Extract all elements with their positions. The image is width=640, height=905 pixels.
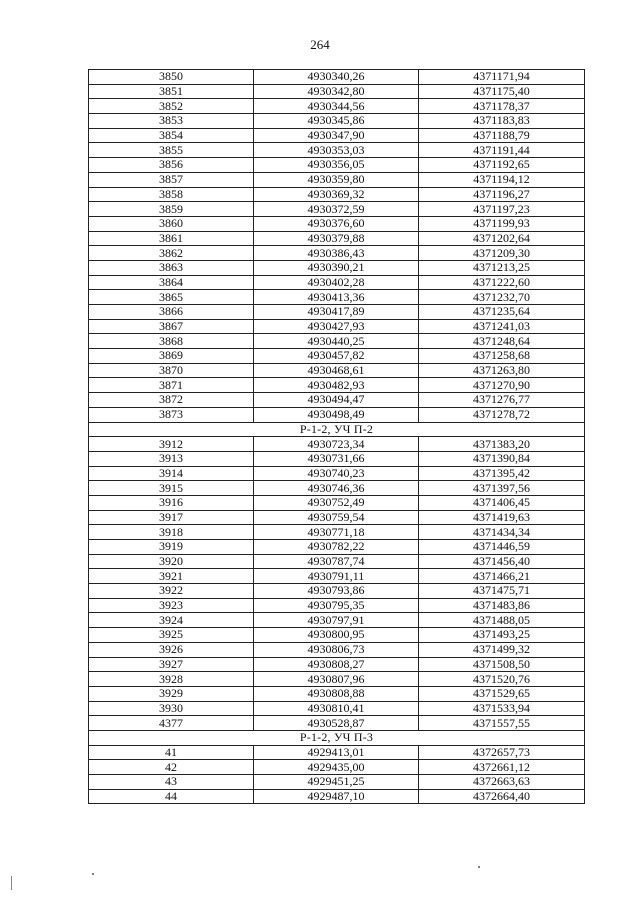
y-coordinate-cell: 4371419,63 — [419, 510, 585, 525]
x-coordinate-cell: 4930806,73 — [254, 642, 419, 657]
x-coordinate-cell: 4930440,25 — [254, 334, 419, 349]
x-coordinate-cell: 4930808,27 — [254, 657, 419, 672]
table-row — [89, 158, 585, 173]
x-coordinate-cell: 4930413,36 — [254, 290, 419, 305]
x-coordinate-cell: 4930468,61 — [254, 363, 419, 378]
x-coordinate-cell: 4930386,43 — [254, 246, 419, 261]
point-number-cell: 41 — [89, 745, 254, 760]
point-number-cell: 43 — [89, 775, 254, 790]
y-coordinate-cell: 4371222,60 — [419, 275, 585, 290]
table-row — [89, 260, 585, 275]
y-coordinate-cell: 4371466,21 — [419, 569, 585, 584]
scan-speck — [92, 873, 94, 875]
table-row — [89, 172, 585, 187]
section-header: Р-1-2, УЧ П-2 — [89, 422, 585, 437]
table-row — [89, 642, 585, 657]
y-coordinate-cell: 4371529,65 — [419, 686, 585, 701]
x-coordinate-cell: 4930808,88 — [254, 686, 419, 701]
point-number-cell: 3921 — [89, 569, 254, 584]
point-number-cell: 4377 — [89, 716, 254, 731]
point-number-cell: 3916 — [89, 495, 254, 510]
point-number-cell: 3850 — [89, 70, 254, 85]
x-coordinate-cell: 4930740,23 — [254, 466, 419, 481]
y-coordinate-cell: 4371202,64 — [419, 231, 585, 246]
table-row — [89, 363, 585, 378]
x-coordinate-cell: 4930369,32 — [254, 187, 419, 202]
table-row — [89, 187, 585, 202]
point-number-cell: 3920 — [89, 554, 254, 569]
point-number-cell: 3857 — [89, 172, 254, 187]
x-coordinate-cell: 4930807,96 — [254, 672, 419, 687]
point-number-cell: 3864 — [89, 275, 254, 290]
point-number-cell: 3914 — [89, 466, 254, 481]
point-number-cell: 3868 — [89, 334, 254, 349]
x-coordinate-cell: 4930340,26 — [254, 70, 419, 85]
x-coordinate-cell: 4930528,87 — [254, 716, 419, 731]
x-coordinate-cell: 4930344,56 — [254, 99, 419, 114]
point-number-cell: 3925 — [89, 628, 254, 643]
x-coordinate-cell: 4930417,89 — [254, 305, 419, 320]
y-coordinate-cell: 4371263,80 — [419, 363, 585, 378]
x-coordinate-cell: 4930782,22 — [254, 540, 419, 555]
point-number-cell: 3917 — [89, 510, 254, 525]
x-coordinate-cell: 4929435,00 — [254, 760, 419, 775]
table-row — [89, 701, 585, 716]
x-coordinate-cell: 4930787,74 — [254, 554, 419, 569]
table-row — [89, 672, 585, 687]
section-header-row — [89, 422, 585, 437]
point-number-cell: 3871 — [89, 378, 254, 393]
y-coordinate-cell: 4371395,42 — [419, 466, 585, 481]
x-coordinate-cell: 4930793,86 — [254, 584, 419, 599]
table-row — [89, 378, 585, 393]
y-coordinate-cell: 4371192,65 — [419, 158, 585, 173]
y-coordinate-cell: 4371197,23 — [419, 202, 585, 217]
point-number-cell: 3870 — [89, 363, 254, 378]
x-coordinate-cell: 4930379,88 — [254, 231, 419, 246]
x-coordinate-cell: 4930759,54 — [254, 510, 419, 525]
table-row — [89, 789, 585, 804]
y-coordinate-cell: 4371406,45 — [419, 495, 585, 510]
y-coordinate-cell: 4371196,27 — [419, 187, 585, 202]
point-number-cell: 3924 — [89, 613, 254, 628]
table-row — [89, 775, 585, 790]
x-coordinate-cell: 4930771,18 — [254, 525, 419, 540]
page-number: 264 — [310, 37, 330, 52]
x-coordinate-cell: 4930353,03 — [254, 143, 419, 158]
point-number-cell: 3854 — [89, 128, 254, 143]
y-coordinate-cell: 4371183,83 — [419, 114, 585, 129]
point-number-cell: 3855 — [89, 143, 254, 158]
table-row — [89, 231, 585, 246]
y-coordinate-cell: 4371194,12 — [419, 172, 585, 187]
point-number-cell: 3915 — [89, 481, 254, 496]
table-row — [89, 495, 585, 510]
x-coordinate-cell: 4930752,49 — [254, 495, 419, 510]
x-coordinate-cell: 4930797,91 — [254, 613, 419, 628]
point-number-cell: 3859 — [89, 202, 254, 217]
y-coordinate-cell: 4371248,64 — [419, 334, 585, 349]
y-coordinate-cell: 4371232,70 — [419, 290, 585, 305]
table-row — [89, 510, 585, 525]
table-row — [89, 202, 585, 217]
x-coordinate-cell: 4930345,86 — [254, 114, 419, 129]
table-row — [89, 657, 585, 672]
table-row — [89, 143, 585, 158]
point-number-cell: 3873 — [89, 407, 254, 422]
table-row — [89, 99, 585, 114]
x-coordinate-cell: 4930482,93 — [254, 378, 419, 393]
table-row — [89, 716, 585, 731]
x-coordinate-cell: 4930376,60 — [254, 216, 419, 231]
y-coordinate-cell: 4371276,77 — [419, 393, 585, 408]
point-number-cell: 3867 — [89, 319, 254, 334]
x-coordinate-cell: 4930731,66 — [254, 451, 419, 466]
y-coordinate-cell: 4371488,05 — [419, 613, 585, 628]
point-number-cell: 3856 — [89, 158, 254, 173]
point-number-cell: 3918 — [89, 525, 254, 540]
table-row — [89, 114, 585, 129]
y-coordinate-cell: 4372661,12 — [419, 760, 585, 775]
point-number-cell: 3860 — [89, 216, 254, 231]
point-number-cell: 3852 — [89, 99, 254, 114]
table-row — [89, 290, 585, 305]
point-number-cell: 3912 — [89, 437, 254, 452]
x-coordinate-cell: 4929451,25 — [254, 775, 419, 790]
point-number-cell: 3865 — [89, 290, 254, 305]
y-coordinate-cell: 4371278,72 — [419, 407, 585, 422]
x-coordinate-cell: 4930795,35 — [254, 598, 419, 613]
point-number-cell: 44 — [89, 789, 254, 804]
point-number-cell: 3928 — [89, 672, 254, 687]
point-number-cell: 3853 — [89, 114, 254, 129]
x-coordinate-cell: 4930402,28 — [254, 275, 419, 290]
y-coordinate-cell: 4371483,86 — [419, 598, 585, 613]
x-coordinate-cell: 4930723,34 — [254, 437, 419, 452]
table-row — [89, 334, 585, 349]
x-coordinate-cell: 4930342,80 — [254, 84, 419, 99]
point-number-cell: 3861 — [89, 231, 254, 246]
x-coordinate-cell: 4930427,93 — [254, 319, 419, 334]
coordinates-table — [88, 69, 585, 804]
y-coordinate-cell: 4371188,79 — [419, 128, 585, 143]
table-row — [89, 745, 585, 760]
point-number-cell: 3866 — [89, 305, 254, 320]
y-coordinate-cell: 4371175,40 — [419, 84, 585, 99]
table-row — [89, 437, 585, 452]
point-number-cell: 42 — [89, 760, 254, 775]
x-coordinate-cell: 4930498,49 — [254, 407, 419, 422]
table-row — [89, 760, 585, 775]
x-coordinate-cell: 4930457,82 — [254, 349, 419, 364]
table-row — [89, 246, 585, 261]
point-number-cell: 3851 — [89, 84, 254, 99]
point-number-cell: 3872 — [89, 393, 254, 408]
point-number-cell: 3869 — [89, 349, 254, 364]
coordinates-table-body — [89, 70, 585, 804]
y-coordinate-cell: 4371241,03 — [419, 319, 585, 334]
point-number-cell: 3862 — [89, 246, 254, 261]
point-number-cell: 3922 — [89, 584, 254, 599]
x-coordinate-cell: 4930746,36 — [254, 481, 419, 496]
y-coordinate-cell: 4371475,71 — [419, 584, 585, 599]
y-coordinate-cell: 4371209,30 — [419, 246, 585, 261]
x-coordinate-cell: 4930494,47 — [254, 393, 419, 408]
y-coordinate-cell: 4371499,32 — [419, 642, 585, 657]
x-coordinate-cell: 4930791,11 — [254, 569, 419, 584]
x-coordinate-cell: 4930359,80 — [254, 172, 419, 187]
y-coordinate-cell: 4371270,90 — [419, 378, 585, 393]
table-row — [89, 569, 585, 584]
y-coordinate-cell: 4371557,55 — [419, 716, 585, 731]
y-coordinate-cell: 4371390,84 — [419, 451, 585, 466]
point-number-cell: 3913 — [89, 451, 254, 466]
table-row — [89, 451, 585, 466]
x-coordinate-cell: 4930800,95 — [254, 628, 419, 643]
table-row — [89, 349, 585, 364]
table-row — [89, 584, 585, 599]
table-row — [89, 481, 585, 496]
y-coordinate-cell: 4371456,40 — [419, 554, 585, 569]
point-number-cell: 3927 — [89, 657, 254, 672]
y-coordinate-cell: 4371533,94 — [419, 701, 585, 716]
y-coordinate-cell: 4371446,59 — [419, 540, 585, 555]
y-coordinate-cell: 4371235,64 — [419, 305, 585, 320]
x-coordinate-cell: 4930356,05 — [254, 158, 419, 173]
y-coordinate-cell: 4371178,37 — [419, 99, 585, 114]
table-row — [89, 598, 585, 613]
table-row — [89, 393, 585, 408]
y-coordinate-cell: 4371199,93 — [419, 216, 585, 231]
table-row — [89, 554, 585, 569]
scan-speck — [478, 866, 480, 868]
section-header-row — [89, 730, 585, 745]
point-number-cell: 3929 — [89, 686, 254, 701]
y-coordinate-cell: 4371508,50 — [419, 657, 585, 672]
x-coordinate-cell: 4930390,21 — [254, 260, 419, 275]
point-number-cell: 3923 — [89, 598, 254, 613]
point-number-cell: 3863 — [89, 260, 254, 275]
y-coordinate-cell: 4371397,56 — [419, 481, 585, 496]
table-row — [89, 275, 585, 290]
point-number-cell: 3858 — [89, 187, 254, 202]
table-row — [89, 70, 585, 85]
x-coordinate-cell: 4930810,41 — [254, 701, 419, 716]
x-coordinate-cell: 4929413,01 — [254, 745, 419, 760]
y-coordinate-cell: 4372657,73 — [419, 745, 585, 760]
section-header: Р-1-2, УЧ П-3 — [89, 730, 585, 745]
y-coordinate-cell: 4371493,25 — [419, 628, 585, 643]
x-coordinate-cell: 4930372,59 — [254, 202, 419, 217]
table-row — [89, 84, 585, 99]
y-coordinate-cell: 4371191,44 — [419, 143, 585, 158]
table-row — [89, 613, 585, 628]
y-coordinate-cell: 4371258,68 — [419, 349, 585, 364]
point-number-cell: 3919 — [89, 540, 254, 555]
x-coordinate-cell: 4929487,10 — [254, 789, 419, 804]
table-row — [89, 305, 585, 320]
y-coordinate-cell: 4371520,76 — [419, 672, 585, 687]
y-coordinate-cell: 4371213,25 — [419, 260, 585, 275]
y-coordinate-cell: 4371383,20 — [419, 437, 585, 452]
table-row — [89, 540, 585, 555]
table-row — [89, 407, 585, 422]
table-row — [89, 525, 585, 540]
y-coordinate-cell: 4372663,63 — [419, 775, 585, 790]
x-coordinate-cell: 4930347,90 — [254, 128, 419, 143]
scan-edge-mark — [11, 876, 12, 890]
table-row — [89, 628, 585, 643]
point-number-cell: 3930 — [89, 701, 254, 716]
table-row — [89, 216, 585, 231]
table-row — [89, 319, 585, 334]
table-row — [89, 466, 585, 481]
point-number-cell: 3926 — [89, 642, 254, 657]
table-row — [89, 128, 585, 143]
table-row — [89, 686, 585, 701]
y-coordinate-cell: 4372664,40 — [419, 789, 585, 804]
y-coordinate-cell: 4371171,94 — [419, 70, 585, 85]
y-coordinate-cell: 4371434,34 — [419, 525, 585, 540]
